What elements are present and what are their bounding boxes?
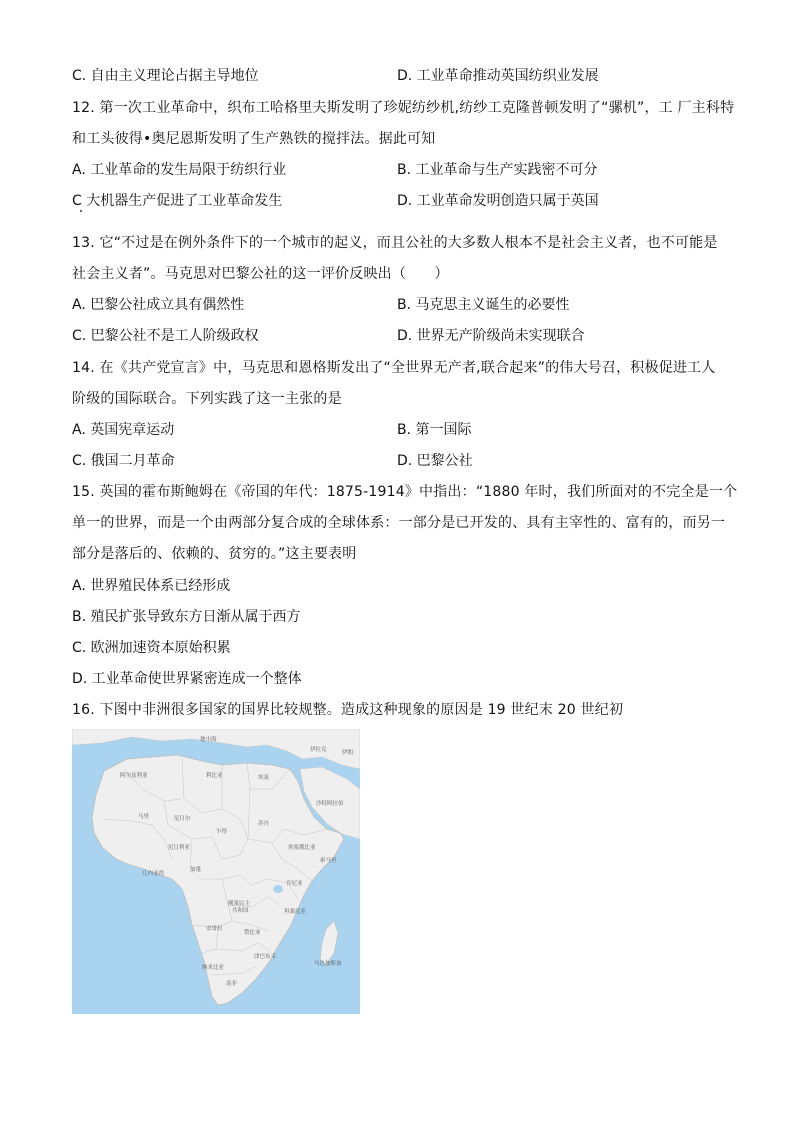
q14-stem-line1: 14. 在《共产党宣言》中，马克思和恩格斯发出了“全世界无产者,联合起来”的伟大号召，积极促进工人 xyxy=(72,360,716,376)
q15-stem-line3: 部分是落后的、依赖的、贫穷的。”这主要表明 xyxy=(72,546,357,562)
label-south-africa: 南非 xyxy=(226,981,238,987)
q13-option-d: D. 世界无产阶级尚未实现联合 xyxy=(397,328,585,344)
label-tanzania: 坦桑尼亚 xyxy=(284,909,307,915)
label-ethiopia: 埃塞俄比亚 xyxy=(288,845,316,851)
q13-stem-line2: 社会主义者”。马克思对巴黎公社的这一评价反映出（ ） xyxy=(72,266,449,282)
label-kenya: 肯尼亚 xyxy=(286,881,303,887)
q11-option-d: D. 工业革命推动英国纺织业发展 xyxy=(397,68,599,84)
q16-stem-line1: 16. 下图中非洲很多国家的国界比较规整。造成这种现象的原因是 19 世纪末 20 世纪初 xyxy=(72,702,624,718)
africa-map xyxy=(72,729,360,1014)
label-egypt: 埃及 xyxy=(258,775,270,781)
q12-option-d: D. 工业革命发明创造只属于英国 xyxy=(397,193,599,209)
label-iran: 伊朗 xyxy=(342,750,354,756)
q14-option-d: D. 巴黎公社 xyxy=(397,453,473,469)
q13-option-a: A. 巴黎公社成立具有偶然性 xyxy=(72,297,245,313)
q15-stem-line2: 单一的世界，而是一个由两部分复合成的全球体系：一部分是已开发的、具有主宰性的、富有的，而另一 xyxy=(72,515,726,531)
label-gabon: 加蓬 xyxy=(190,867,202,873)
q13-stem-line1: 13. 它“不过是在例外条件下的一个城市的起义，而且公社的大多数人根本不是社会主义者，也不可能是 xyxy=(72,235,718,251)
label-drc-line1: 刚果民主 xyxy=(228,901,251,907)
q14-stem-line2: 阶级的国际联合。下列实践了这一主张的是 xyxy=(72,391,342,407)
q12-stem-line1: 12. 第一次工业革命中，织布工哈格里夫斯发明了珍妮纺纱机,纺纱工克隆普顿发明了“骡机”，工 厂主科特 xyxy=(72,100,735,116)
label-somalia: 索马里 xyxy=(320,858,337,864)
q15-option-d: D. 工业革命使世界紧密连成一个整体 xyxy=(72,671,302,687)
label-chad: 乍得 xyxy=(216,829,228,835)
q15-option-a: A. 世界殖民体系已经形成 xyxy=(72,578,231,594)
label-mali: 马里 xyxy=(138,814,150,820)
label-libya: 利比亚 xyxy=(206,773,223,779)
q14-option-a: A. 英国宪章运动 xyxy=(72,422,175,438)
label-mediterranean: 地中海 xyxy=(200,737,217,743)
q11-option-c: C. 自由主义理论占据主导地位 xyxy=(72,68,259,84)
q12-option-b: B. 工业革命与生产实践密不可分 xyxy=(397,162,598,178)
q12-option-c: C 大机器生产促进了工业革命发生 xyxy=(72,193,283,209)
label-sudan: 苏丹 xyxy=(258,821,270,827)
label-saudi-arabia: 沙特阿拉伯 xyxy=(316,801,344,807)
stray-dot xyxy=(80,210,82,212)
label-niger: 尼日尔 xyxy=(174,816,191,822)
q13-option-c: C. 巴黎公社不是工人阶级政权 xyxy=(72,328,259,344)
label-madagascar: 马达加斯加 xyxy=(314,961,342,967)
label-namibia: 纳米比亚 xyxy=(202,965,225,971)
q12-stem-line2: 和工头彼得•奥尼恩斯发明了生产熟铁的搅拌法。据此可知 xyxy=(72,131,436,147)
label-angola: 安哥拉 xyxy=(206,926,223,932)
label-drc-line2: 共和国 xyxy=(232,908,249,914)
label-algeria: 阿尔及利亚 xyxy=(120,773,148,779)
label-gulf-of-guinea: 几内亚湾 xyxy=(142,871,165,877)
lake xyxy=(273,885,283,893)
label-nigeria: 尼日利亚 xyxy=(168,845,191,851)
label-zambia: 赞比亚 xyxy=(244,930,261,936)
q14-option-b: B. 第一国际 xyxy=(397,422,472,438)
q12-option-a: A. 工业革命的发生局限于纺织行业 xyxy=(72,162,287,178)
q15-option-c: C. 欧洲加速资本原始积累 xyxy=(72,640,231,656)
q14-option-c: C. 俄国二月革命 xyxy=(72,453,175,469)
q15-stem-line1: 15. 英国的霍布斯鲍姆在《帝国的年代：1875-1914》中指出：“1880 年时，我们所面对的不完全是一个 xyxy=(72,484,738,500)
label-iraq: 伊拉克 xyxy=(310,747,327,753)
q15-option-b: B. 殖民扩张导致东方日渐从属于西方 xyxy=(72,609,301,625)
label-zimbabwe: 津巴布韦 xyxy=(254,954,277,960)
q13-option-b: B. 马克思主义诞生的必要性 xyxy=(397,297,570,313)
